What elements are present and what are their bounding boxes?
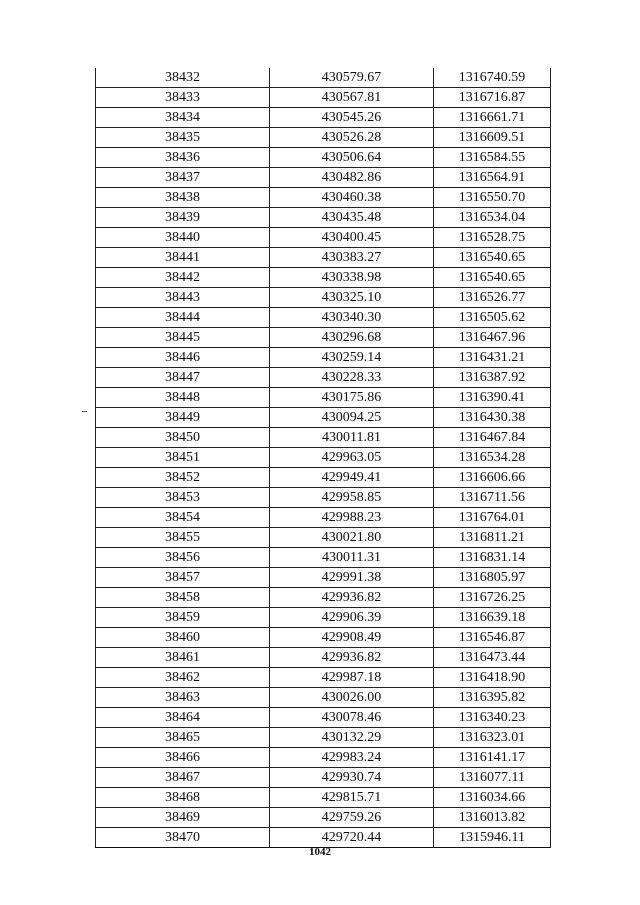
table-row [96,368,551,388]
y-coordinate-cell: 1316726.25 [434,588,551,608]
point-id-cell: 38433 [96,88,270,108]
point-id-cell: 38451 [96,448,270,468]
table-row [96,88,551,108]
x-coordinate-cell: 430383.27 [270,248,434,268]
table-row [96,748,551,768]
margin-mark [82,411,87,412]
x-coordinate-cell: 430078.46 [270,708,434,728]
point-id-cell: 38458 [96,588,270,608]
table-row [96,668,551,688]
point-id-cell: 38450 [96,428,270,448]
y-coordinate-cell: 1316546.87 [434,628,551,648]
y-coordinate-cell: 1316395.82 [434,688,551,708]
table-row [96,648,551,668]
table-row [96,328,551,348]
point-id-cell: 38437 [96,168,270,188]
y-coordinate-cell: 1316013.82 [434,808,551,828]
y-coordinate-cell: 1316606.66 [434,468,551,488]
x-coordinate-cell: 430296.68 [270,328,434,348]
x-coordinate-cell: 430259.14 [270,348,434,368]
x-coordinate-cell: 430011.81 [270,428,434,448]
table-row [96,488,551,508]
coordinate-table [95,68,551,848]
y-coordinate-cell: 1316550.70 [434,188,551,208]
table-row [96,228,551,248]
y-coordinate-cell: 1316740.59 [434,68,551,88]
x-coordinate-cell: 430094.25 [270,408,434,428]
point-id-cell: 38434 [96,108,270,128]
x-coordinate-cell: 430132.29 [270,728,434,748]
point-id-cell: 38446 [96,348,270,368]
x-coordinate-cell: 429963.05 [270,448,434,468]
table-row [96,288,551,308]
x-coordinate-cell: 429958.85 [270,488,434,508]
x-coordinate-cell: 430228.33 [270,368,434,388]
point-id-cell: 38439 [96,208,270,228]
x-coordinate-cell: 430460.38 [270,188,434,208]
y-coordinate-cell: 1316141.17 [434,748,551,768]
x-coordinate-cell: 430340.30 [270,308,434,328]
point-id-cell: 38443 [96,288,270,308]
y-coordinate-cell: 1316526.77 [434,288,551,308]
y-coordinate-cell: 1316467.84 [434,428,551,448]
y-coordinate-cell: 1316534.28 [434,448,551,468]
x-coordinate-cell: 429987.18 [270,668,434,688]
y-coordinate-cell: 1316609.51 [434,128,551,148]
x-coordinate-cell: 430011.31 [270,548,434,568]
y-coordinate-cell: 1316505.62 [434,308,551,328]
x-coordinate-cell: 430435.48 [270,208,434,228]
y-coordinate-cell: 1316831.14 [434,548,551,568]
table-body [96,68,551,848]
point-id-cell: 38447 [96,368,270,388]
table-row [96,728,551,748]
x-coordinate-cell: 430026.00 [270,688,434,708]
table-row [96,388,551,408]
y-coordinate-cell: 1316430.38 [434,408,551,428]
table-row [96,708,551,728]
x-coordinate-cell: 430338.98 [270,268,434,288]
point-id-cell: 38466 [96,748,270,768]
table-row [96,128,551,148]
point-id-cell: 38449 [96,408,270,428]
point-id-cell: 38461 [96,648,270,668]
table-row [96,348,551,368]
table-row [96,828,551,848]
x-coordinate-cell: 430545.26 [270,108,434,128]
table-row [96,508,551,528]
table-row [96,188,551,208]
y-coordinate-cell: 1316340.23 [434,708,551,728]
point-id-cell: 38441 [96,248,270,268]
y-coordinate-cell: 1316534.04 [434,208,551,228]
y-coordinate-cell: 1316467.96 [434,328,551,348]
y-coordinate-cell: 1316564.91 [434,168,551,188]
y-coordinate-cell: 1316540.65 [434,248,551,268]
table-row [96,428,551,448]
y-coordinate-cell: 1316387.92 [434,368,551,388]
point-id-cell: 38459 [96,608,270,628]
x-coordinate-cell: 429759.26 [270,808,434,828]
point-id-cell: 38452 [96,468,270,488]
table-row [96,768,551,788]
y-coordinate-cell: 1316811.21 [434,528,551,548]
point-id-cell: 38455 [96,528,270,548]
table-row [96,588,551,608]
y-coordinate-cell: 1316711.56 [434,488,551,508]
table-row [96,528,551,548]
table-row [96,608,551,628]
point-id-cell: 38454 [96,508,270,528]
x-coordinate-cell: 430506.64 [270,148,434,168]
table-row [96,688,551,708]
table-row [96,468,551,488]
point-id-cell: 38468 [96,788,270,808]
table-row [96,408,551,428]
y-coordinate-cell: 1316473.44 [434,648,551,668]
point-id-cell: 38457 [96,568,270,588]
table-row [96,568,551,588]
point-id-cell: 38432 [96,68,270,88]
x-coordinate-cell: 430567.81 [270,88,434,108]
point-id-cell: 38448 [96,388,270,408]
table-row [96,308,551,328]
x-coordinate-cell: 429908.49 [270,628,434,648]
x-coordinate-cell: 429936.82 [270,588,434,608]
table-row [96,148,551,168]
table-row [96,448,551,468]
x-coordinate-cell: 429991.38 [270,568,434,588]
table-row [96,268,551,288]
point-id-cell: 38463 [96,688,270,708]
y-coordinate-cell: 1316661.71 [434,108,551,128]
point-id-cell: 38460 [96,628,270,648]
x-coordinate-cell: 430526.28 [270,128,434,148]
x-coordinate-cell: 429983.24 [270,748,434,768]
x-coordinate-cell: 429906.39 [270,608,434,628]
y-coordinate-cell: 1316805.97 [434,568,551,588]
y-coordinate-cell: 1316528.75 [434,228,551,248]
y-coordinate-cell: 1316540.65 [434,268,551,288]
y-coordinate-cell: 1316716.87 [434,88,551,108]
table-row [96,808,551,828]
y-coordinate-cell: 1316034.66 [434,788,551,808]
point-id-cell: 38440 [96,228,270,248]
y-coordinate-cell: 1316764.01 [434,508,551,528]
x-coordinate-cell: 430579.67 [270,68,434,88]
point-id-cell: 38467 [96,768,270,788]
y-coordinate-cell: 1316584.55 [434,148,551,168]
x-coordinate-cell: 429815.71 [270,788,434,808]
x-coordinate-cell: 430482.86 [270,168,434,188]
table-row [96,548,551,568]
x-coordinate-cell: 429936.82 [270,648,434,668]
table-row [96,208,551,228]
y-coordinate-cell: 1316323.01 [434,728,551,748]
table-row [96,788,551,808]
point-id-cell: 38442 [96,268,270,288]
x-coordinate-cell: 429988.23 [270,508,434,528]
table-row [96,68,551,88]
table-row [96,168,551,188]
y-coordinate-cell: 1316639.18 [434,608,551,628]
point-id-cell: 38470 [96,828,270,848]
point-id-cell: 38464 [96,708,270,728]
x-coordinate-cell: 430325.10 [270,288,434,308]
point-id-cell: 38444 [96,308,270,328]
point-id-cell: 38456 [96,548,270,568]
x-coordinate-cell: 430400.45 [270,228,434,248]
table-row [96,248,551,268]
x-coordinate-cell: 429720.44 [270,828,434,848]
point-id-cell: 38462 [96,668,270,688]
y-coordinate-cell: 1316418.90 [434,668,551,688]
x-coordinate-cell: 429930.74 [270,768,434,788]
point-id-cell: 38453 [96,488,270,508]
y-coordinate-cell: 1316077.11 [434,768,551,788]
y-coordinate-cell: 1316431.21 [434,348,551,368]
table-row [96,628,551,648]
x-coordinate-cell: 430175.86 [270,388,434,408]
point-id-cell: 38465 [96,728,270,748]
point-id-cell: 38435 [96,128,270,148]
y-coordinate-cell: 1315946.11 [434,828,551,848]
point-id-cell: 38436 [96,148,270,168]
page-number: 1042 [309,846,331,858]
point-id-cell: 38469 [96,808,270,828]
table-row [96,108,551,128]
x-coordinate-cell: 430021.80 [270,528,434,548]
point-id-cell: 38445 [96,328,270,348]
y-coordinate-cell: 1316390.41 [434,388,551,408]
x-coordinate-cell: 429949.41 [270,468,434,488]
point-id-cell: 38438 [96,188,270,208]
